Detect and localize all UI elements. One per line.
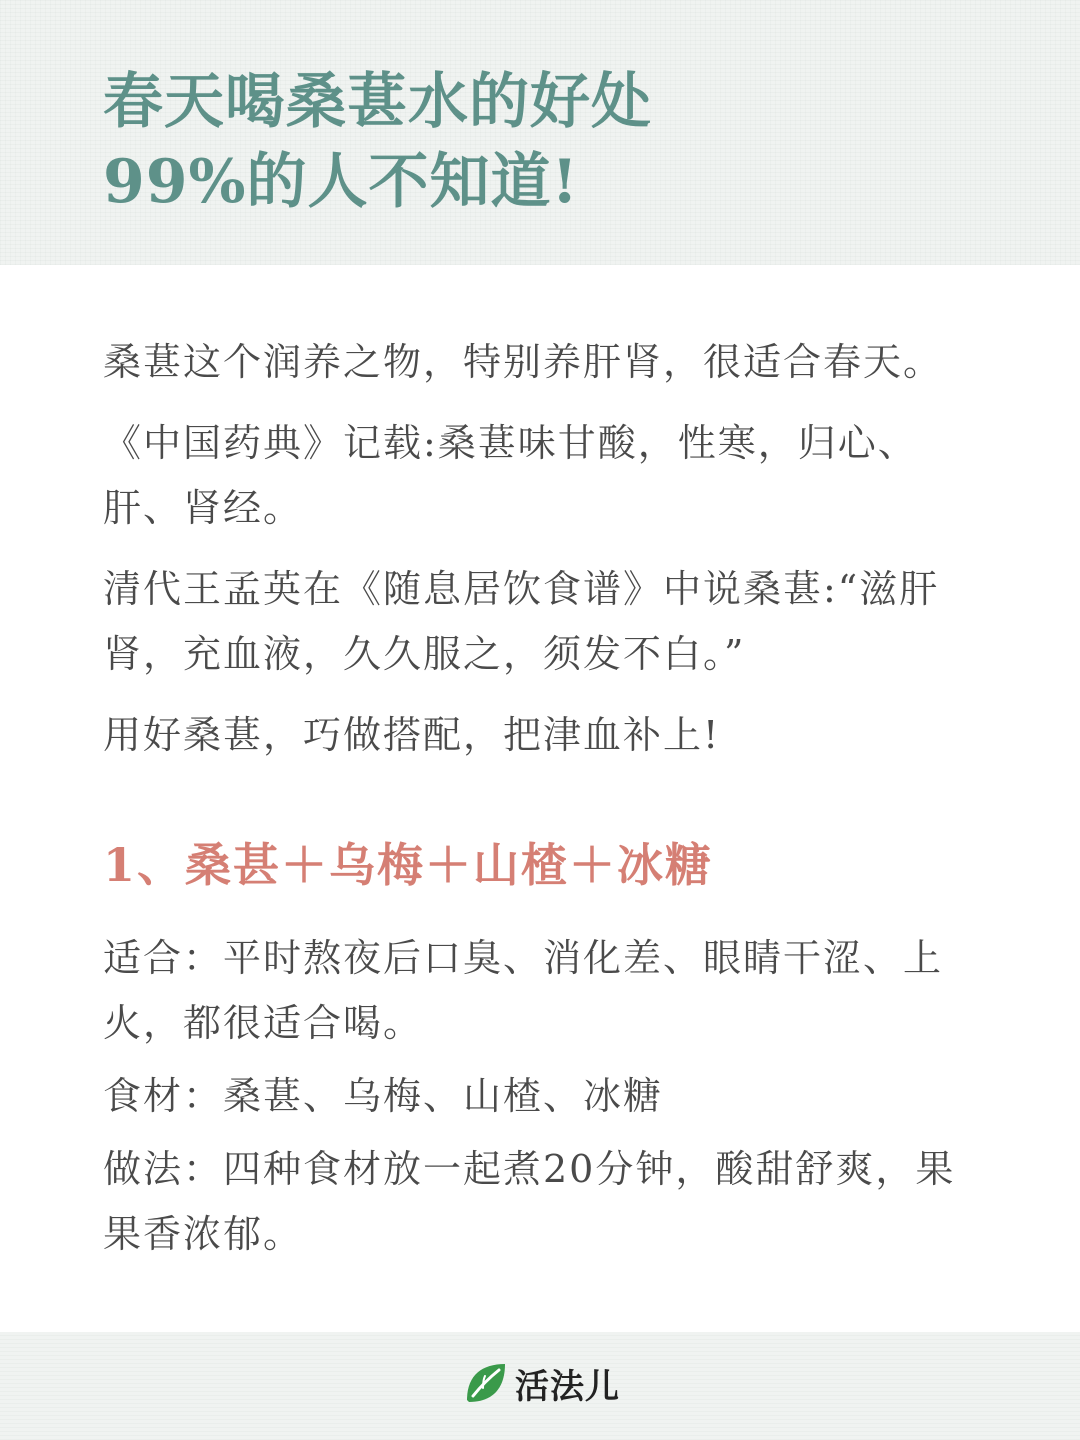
brand-logo: [463, 1358, 620, 1408]
recipe-1-method: 做法：四种食材放一起煮20分钟，酸甜舒爽，果果香浓郁。: [103, 1147, 956, 1256]
page-title-line2: 99%的人不知道!: [103, 147, 579, 217]
recipe-1-suitable: 适合：平时熬夜后口臭、消化差、眼睛干涩、上火，都很适合喝。: [103, 936, 944, 1045]
intro-paragraph-3: 清代王孟英在《随息居饮食谱》中说桑葚:“滋肝肾，充血液，久久服之，须发不白。”: [103, 567, 940, 676]
page-title-line1: 春天喝桑葚水的好处: [103, 67, 652, 137]
leaf-icon: [463, 1360, 509, 1406]
brand-name: 活法儿: [515, 1366, 620, 1407]
article-body: [103, 330, 993, 1275]
intro-paragraph-2: 《中国药典》记载:桑葚味甘酸，性寒，归心、肝、肾经。: [103, 421, 918, 530]
recipe-1-title: 1、桑甚＋乌梅＋山楂＋冰糖: [103, 838, 714, 892]
intro-paragraph-1: 桑葚这个润养之物，特别养肝肾，很适合春天。: [103, 340, 944, 384]
recipe-1-ingredients: 食材：桑葚、乌梅、山楂、冰糖: [103, 1074, 664, 1118]
intro-paragraph-4: 用好桑葚，巧做搭配，把津血补上!: [103, 713, 721, 757]
